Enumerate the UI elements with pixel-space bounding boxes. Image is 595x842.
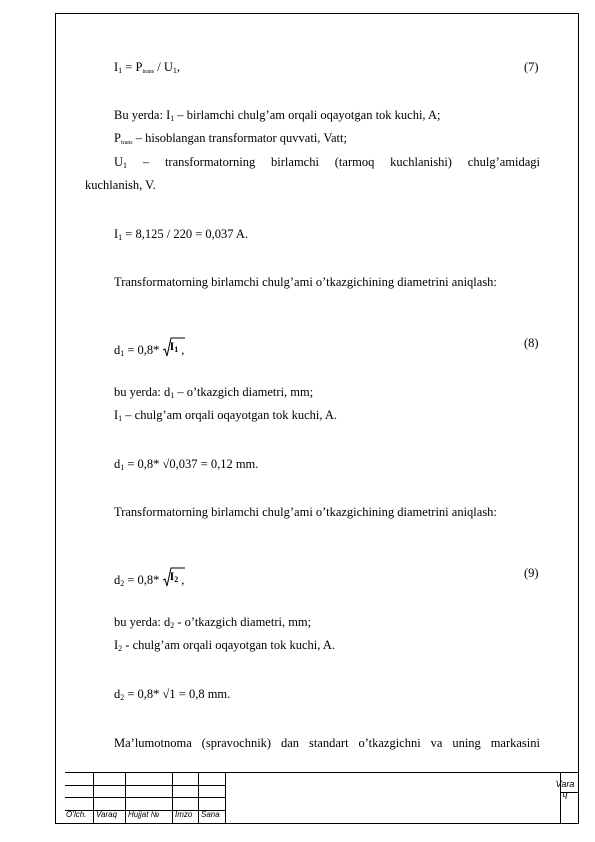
definition-i1: Bu yerda: $I_1$ – birlamchi chulg’am orqali oqayotgan tok kuchi, A; xyxy=(114,108,441,123)
stamp-label-hujjat: Hujjat № xyxy=(128,810,160,819)
definition-i1-current: $I_1$ – chulg’am orqali oqayotgan tok kuchi, A. xyxy=(114,408,338,423)
title-block xyxy=(65,772,578,823)
equation-number-7: (7) xyxy=(524,60,539,74)
equation-7: $I_1 = P_{trans} / U_1$, xyxy=(114,60,180,75)
definition-u1-cont: kuchlanish, V. xyxy=(85,178,156,192)
definition-ptrans: $P_{trans}$ – hisoblangan transformator quvvati, Vatt; xyxy=(114,131,347,146)
definition-d2: bu yerda: $d_2$ - o’tkazgich diametri, mm; xyxy=(114,615,312,630)
stamp-label-olch: O’lch. xyxy=(66,810,87,819)
calculation-d2: $d_2 = 0,8*$ √1 = 0,8 mm. xyxy=(114,687,231,702)
equation-8: $d_1 = 0,8*$ I1 , xyxy=(114,336,184,363)
calculation-d1: $d_1 = 0,8*$ √0,037 = 0,12 mm. xyxy=(114,457,259,472)
calculation-i1: $I_1 = 8,125 / 220 = 0,037$ A. xyxy=(114,227,249,242)
sqrt-symbol: I2 xyxy=(163,566,194,593)
equation-number-8: (8) xyxy=(524,336,539,350)
paragraph-reference: Ma’lumotnoma (spravochnik) dan standart o’tkazgichni va uning markasini xyxy=(114,736,540,750)
stamp-label-sana: Sana xyxy=(201,810,220,819)
equation-number-9: (9) xyxy=(524,566,539,580)
definition-i2-current: $I_2$ - chulg’am orqali oqayotgan tok kuchi, A. xyxy=(114,638,335,653)
definition-u1: $U_1$ – transformatorning birlamchi (tarmoq kuchlanishi) chulg’amidagi xyxy=(114,155,540,170)
heading-secondary-diameter: Transformatorning birlamchi chulg’ami o’tkazgichining diametrini aniqlash: xyxy=(114,505,497,519)
equation-9: $d_2 = 0,8*$ I2 , xyxy=(114,566,184,593)
stamp-varaq-box: Vara q xyxy=(555,779,575,799)
sqrt-symbol: I1 xyxy=(163,336,194,363)
heading-primary-diameter: Transformatorning birlamchi chulg’ami o’tkazgichining diametrini aniqlash: xyxy=(114,275,497,289)
stamp-label-imzo: Imzo xyxy=(175,810,193,819)
definition-d1: bu yerda: $d_1$ – o’tkazgich diametri, mm; xyxy=(114,385,314,400)
stamp-label-varaq: Varaq xyxy=(96,810,118,819)
